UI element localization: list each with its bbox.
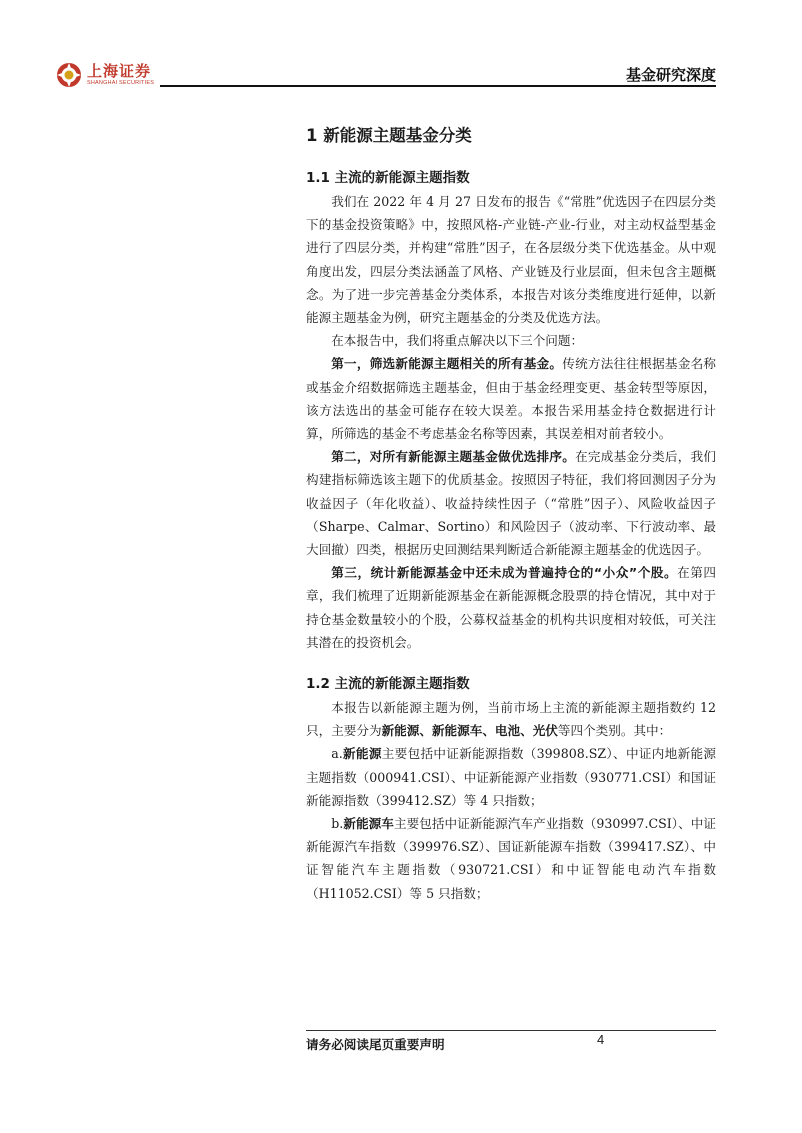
logo-english-name: SHANGHAI SECURITIES xyxy=(87,79,155,86)
paragraph-question-2 xyxy=(306,445,716,561)
question-2-heading: 第二，对所有新能源主题基金做优选排序。 xyxy=(331,449,576,465)
overview-text-a: 本报告以新能源主题为例，当前市场上主流的新能源主题指数约 12 只，主要分为 xyxy=(306,700,716,739)
page-number: 4 xyxy=(597,1032,605,1047)
logo-emblem-icon xyxy=(56,62,82,88)
page-header xyxy=(0,0,802,100)
footer-divider xyxy=(306,1030,716,1031)
category-a-name: 新能源 xyxy=(342,746,382,762)
overview-text-b: 等四个类别。其中： xyxy=(557,723,672,739)
question-2-body: 在完成基金分类后，我们构建指标筛选该主题下的优质基金。按照因子特征，我们将回测因子分为收益因子（年化收益）、收益持续性因子（“常胜”因子）、风险收益因子（Sharpe、Calmar、Sortino）和风险因子（波动率、下行波动率、最大回撤）四类，根据历史回测结果判断适合新能源主题基金的优选因子。 xyxy=(306,449,717,558)
subsection-title-1-2: 1.2 主流的新能源主题指数 xyxy=(306,676,470,693)
category-b-name: 新能源车 xyxy=(343,816,394,832)
category-a-prefix: a. xyxy=(331,746,343,762)
paragraph-category-b xyxy=(306,812,716,905)
paragraph-questions-lead: 在本报告中，我们将重点解决以下三个问题： xyxy=(331,333,584,349)
report-type-label: 基金研究深度 xyxy=(625,66,716,84)
paragraph-question-1 xyxy=(306,352,716,445)
category-b-body: 主要包括中证新能源汽车产业指数（930997.CSI）、中证新能源汽车指数（399976.SZ）、国证新能源车指数（399417.SZ）、中证智能汽车主题指数（930721.CSI）和中证智能电动汽车指数（H11052.CSI）等 5 只指数； xyxy=(306,816,716,901)
question-1-heading: 第一，筛选新能源主题相关的所有基金。 xyxy=(331,356,563,372)
paragraph-category-a xyxy=(306,742,716,812)
main-content xyxy=(306,110,716,905)
disclaimer-note: 请务必阅读尾页重要声明 xyxy=(306,1037,445,1052)
company-logo xyxy=(56,62,154,88)
overview-categories: 新能源、新能源车、电池、光伏 xyxy=(381,723,558,739)
logo-chinese-name: 上海证券 xyxy=(87,61,152,80)
paragraph-index-overview xyxy=(306,696,716,742)
section-title: 1 新能源主题基金分类 xyxy=(306,126,472,145)
paragraph-intro: 我们在 2022 年 4 月 27 日发布的报告《“常胜”优选因子在四层分类下的基金投资策略》中，按照风格-产业链-产业-行业，对主动权益型基金进行了四层分类，并构建“常胜”因子，在各层级分类下优选基金。从中观角度出发，四层分类法涵盖了风格、产业链及行业层面，但未包含主题概念。为了进一步完善基金分类体系，本报告对该分类维度进行延伸，以新能源主题基金为例，研究主题基金的分类及优选方法。 xyxy=(306,194,716,326)
question-3-heading: 第三，统计新能源基金中还未成为普遍持仓的“小众”个股。 xyxy=(331,565,678,581)
subsection-title-1-1: 1.1 主流的新能源主题指数 xyxy=(306,170,470,186)
header-divider xyxy=(160,85,716,87)
category-a-body: 主要包括中证新能源指数（399808.SZ）、中证内地新能源主题指数（000941.CSI）、中证新能源产业指数（930771.CSI）和国证新能源指数（399412.SZ）等 4 只指数； xyxy=(306,746,717,808)
paragraph-question-3 xyxy=(306,561,716,654)
question-1-body: 传统方法往往根据基金名称或基金介绍数据筛选主题基金，但由于基金经理变更、基金转型等原因，该方法选出的基金可能存在较大误差。本报告采用基金持仓数据进行计算，所筛选的基金不考虑基金名称等因素，其误差相对前者较小。 xyxy=(306,356,717,442)
question-3-body: 在第四章，我们梳理了近期新能源基金在新能源概念股票的持仓情况，其中对于持仓基金数量较小的个股，公募权益基金的机构共识度相对较低，可关注其潜在的投资机会。 xyxy=(306,565,716,650)
category-b-prefix: b. xyxy=(331,816,344,832)
